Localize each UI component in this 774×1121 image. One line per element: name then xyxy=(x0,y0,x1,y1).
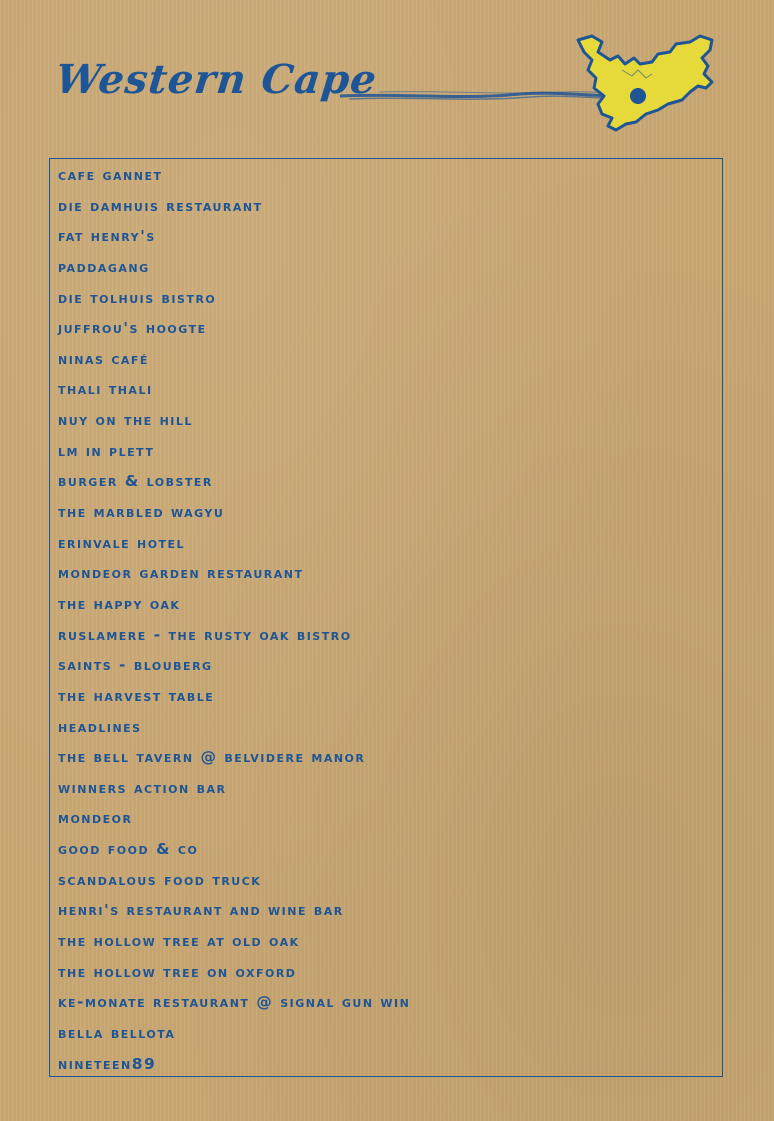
list-item: ninas café xyxy=(58,349,149,368)
list-item: cafe gannet xyxy=(58,166,163,184)
restaurant-list-box xyxy=(49,158,723,1077)
list-item: winners action bar xyxy=(58,778,227,797)
restaurant-list xyxy=(58,162,410,1081)
list-item: the bell tavern @ belvidere manor xyxy=(58,748,366,767)
list-item: fat henry's xyxy=(58,227,156,246)
page-title: Western Cape xyxy=(53,56,380,103)
list-item: the happy oak xyxy=(58,594,181,613)
list-item: good food & co xyxy=(58,840,199,859)
list-item: the hollow tree at old oak xyxy=(58,932,300,951)
list-item: the marbled wagyu xyxy=(58,503,225,522)
list-item: burger & lobster xyxy=(58,472,213,491)
list-item: the hollow tree on oxford xyxy=(58,962,297,981)
list-item: die damhuis restaurant xyxy=(58,196,263,215)
list-item: thali thali xyxy=(58,380,153,399)
list-item: juffrou's hoogte xyxy=(58,319,207,338)
list-item: nuy on the hill xyxy=(58,411,193,430)
list-item: ruslamere - the rusty oak bistro xyxy=(58,625,352,644)
list-item: scandalous food truck xyxy=(58,870,262,889)
list-item: nineteen89 xyxy=(58,1054,157,1073)
list-item: bella bellota xyxy=(58,1023,176,1042)
list-item: erinvale hotel xyxy=(58,533,186,552)
list-item: mondeor garden restaurant xyxy=(58,564,304,583)
list-item: lm in plett xyxy=(58,441,155,460)
list-item: mondeor xyxy=(58,809,133,828)
list-item: the harvest table xyxy=(58,686,215,705)
list-item: die tolhuis bistro xyxy=(58,288,217,307)
western-cape-map-icon xyxy=(340,30,730,140)
list-item: paddagang xyxy=(58,257,150,276)
list-item: henri's restaurant and wine bar xyxy=(58,901,344,920)
list-item: headlines xyxy=(58,717,142,736)
list-item: saints - blouberg xyxy=(58,656,213,675)
list-item: ke-monate restaurant @ signal gun win xyxy=(58,993,411,1012)
